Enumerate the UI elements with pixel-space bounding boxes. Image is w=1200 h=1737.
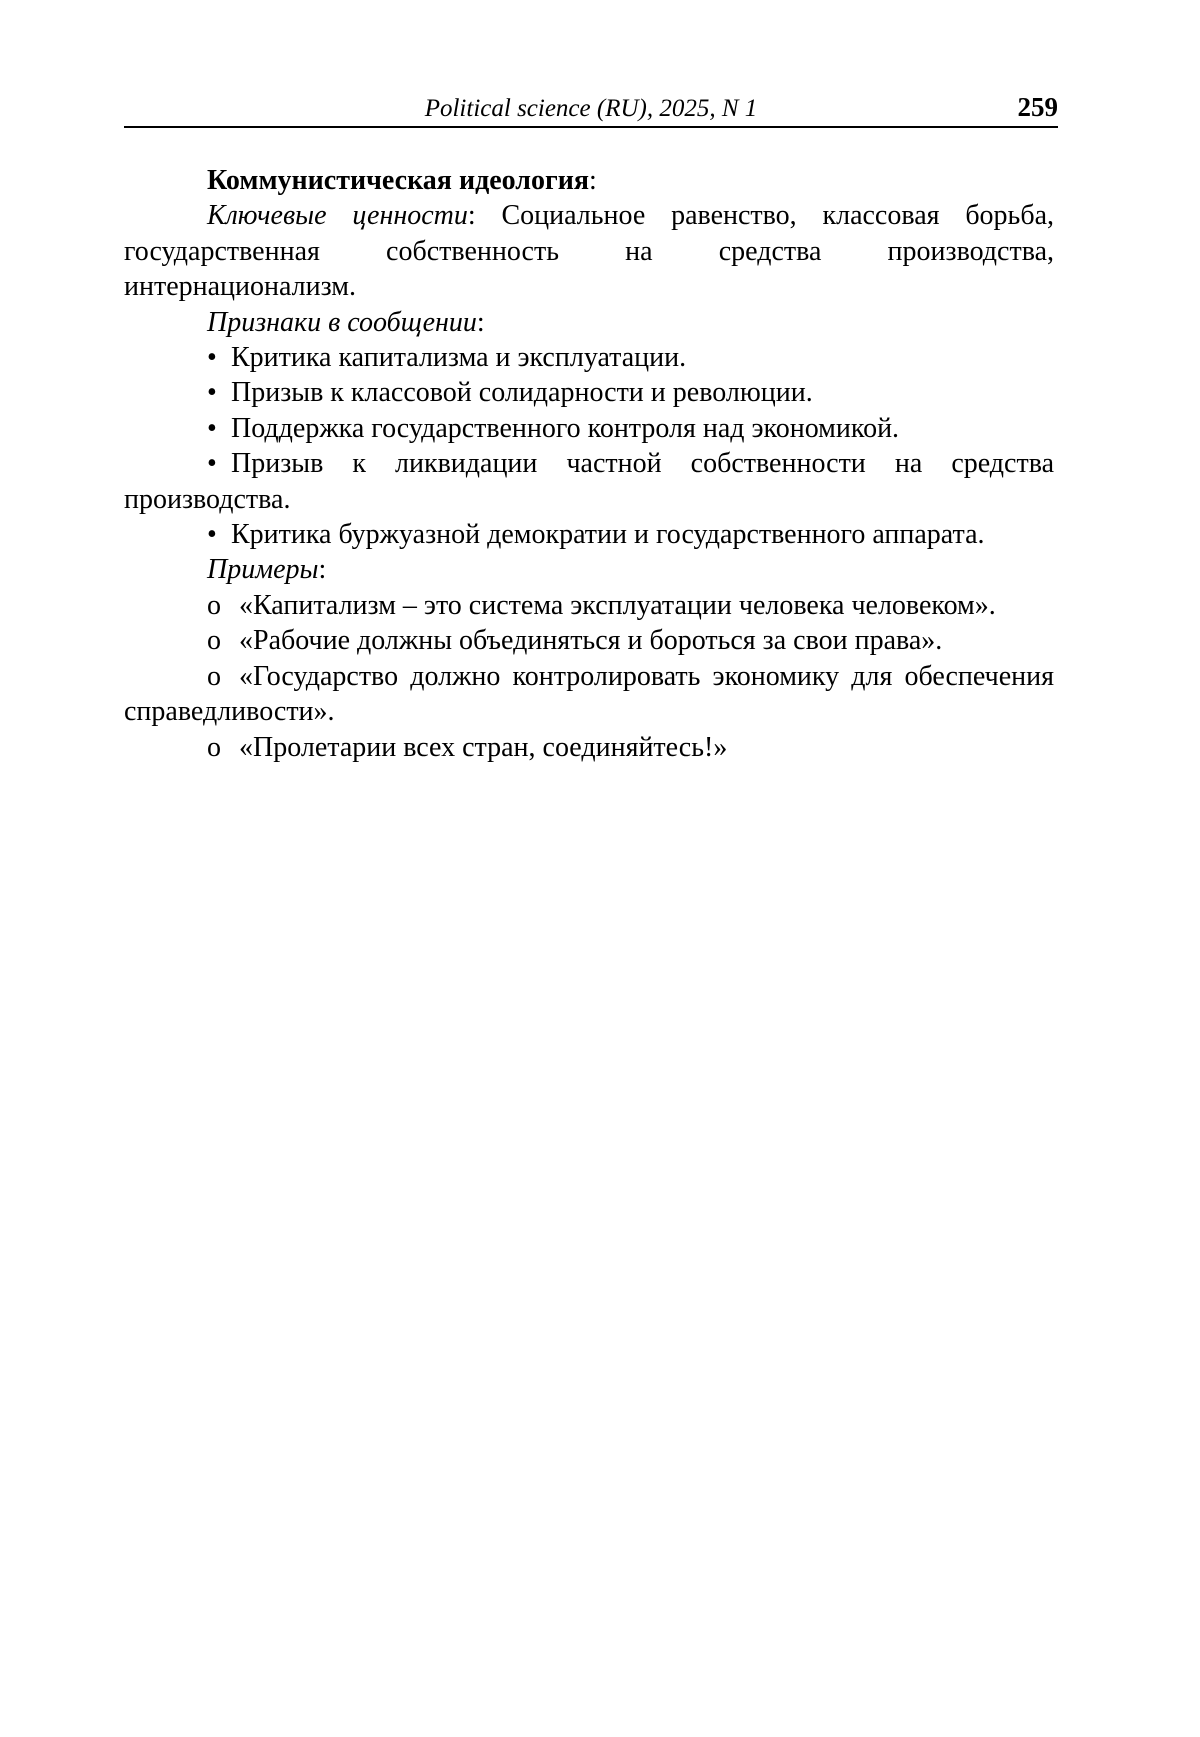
list-item bbox=[124, 375, 1054, 410]
list-item bbox=[124, 411, 1054, 446]
list-item bbox=[124, 517, 1054, 552]
example-item bbox=[124, 588, 1054, 623]
circle-bullet-icon: o bbox=[207, 625, 221, 657]
list-item bbox=[124, 446, 1054, 517]
list-item-text: Поддержка государственного контроля над экономикой. bbox=[231, 412, 900, 444]
bullet-icon: • bbox=[207, 342, 217, 374]
bullet-icon: • bbox=[207, 519, 217, 551]
signs-label: Признаки в сообщении bbox=[207, 306, 477, 338]
examples-label: Примеры bbox=[207, 554, 319, 586]
key-values-paragraph bbox=[124, 198, 1054, 304]
running-header bbox=[124, 92, 1058, 128]
example-item bbox=[124, 623, 1054, 658]
examples-heading bbox=[124, 552, 1054, 587]
example-item bbox=[124, 730, 1054, 765]
key-values-label: Ключевые ценности bbox=[207, 200, 468, 232]
section-heading bbox=[124, 163, 1054, 198]
title-colon: : bbox=[589, 165, 597, 196]
list-item bbox=[124, 340, 1054, 375]
list-item-text: Призыв к классовой солидарности и революции. bbox=[231, 377, 813, 409]
examples-colon: : bbox=[318, 554, 327, 586]
bullet-icon: • bbox=[207, 377, 217, 409]
page-number: 259 bbox=[1017, 92, 1058, 122]
list-item-text: Призыв к ликвидации частной собственности на средства производства. bbox=[124, 448, 1054, 515]
header-rule bbox=[124, 126, 1058, 128]
bullet-icon: • bbox=[207, 412, 217, 444]
list-item-text: Критика капитализма и эксплуатации. bbox=[231, 342, 687, 374]
section-title: Коммунистическая идеология bbox=[207, 165, 590, 196]
example-text: «Государство должно контролировать экономику для обеспечения справедливости». bbox=[124, 660, 1054, 728]
example-item bbox=[124, 659, 1054, 730]
signs-heading bbox=[124, 305, 1054, 340]
circle-bullet-icon: o bbox=[207, 589, 221, 621]
page-body bbox=[124, 163, 1054, 765]
bullet-icon: • bbox=[207, 448, 217, 480]
list-item-text: Критика буржуазной демократии и государственного аппарата. bbox=[231, 519, 985, 551]
example-text: «Пролетарии всех стран, соединяйтесь!» bbox=[239, 731, 728, 763]
example-text: «Рабочие должны объединяться и бороться за свои права». bbox=[239, 625, 943, 657]
circle-bullet-icon: o bbox=[207, 731, 221, 763]
signs-colon: : bbox=[476, 306, 485, 338]
circle-bullet-icon: o bbox=[207, 660, 221, 692]
key-values-text: : Социальное равенство, классовая борьба, государственная собственность на средства производства, интернационализм. bbox=[124, 200, 1055, 303]
example-text: «Капитализм – это система эксплуатации человека человеком». bbox=[239, 589, 996, 621]
journal-title: Political science (RU), 2025, N 1 bbox=[424, 95, 758, 122]
